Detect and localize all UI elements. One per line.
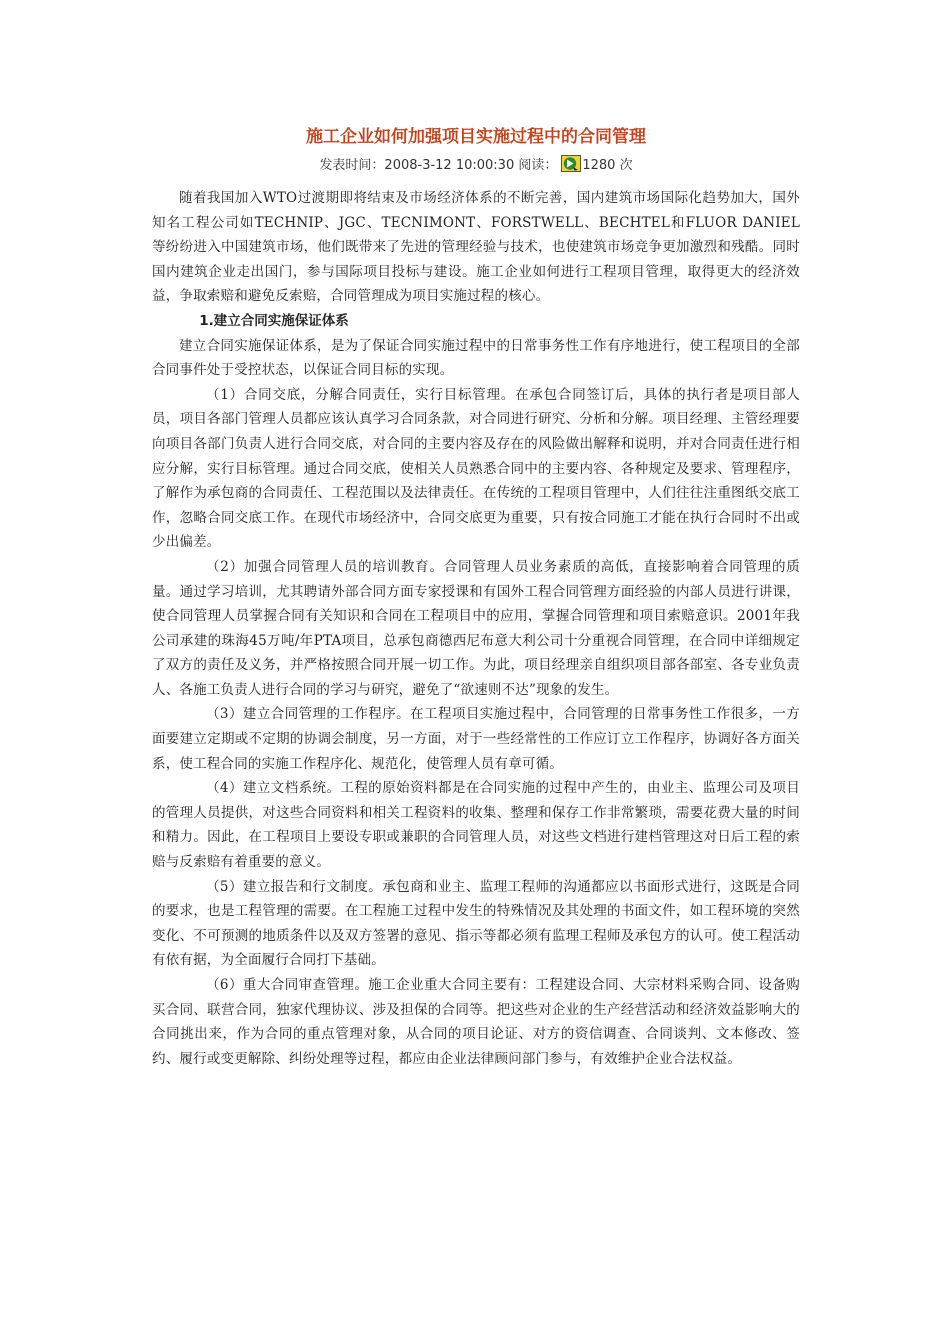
- read-unit: 次: [615, 158, 633, 173]
- published-time: 2008-3-12 10:00:30: [384, 158, 515, 173]
- read-count: 1280: [582, 158, 616, 173]
- item-paragraph-2: （2）加强合同管理人员的培训教育。合同管理人员业务素质的高低，直接影响着合同管理的质量。通过学习培训，尤其聘请外部合同方面专家授课和有国外工程合同管理方面经验的内部人员进行讲课，使合同管理人员掌握合同有关知识和合同在工程项目中的应用，掌握合同管理和项目索赔意识。2001年我公司承建的珠海45万吨/年PTA项目，总承包商德西尼布意大利公司十分重视合同管理，在合同中详细规定了双方的责任及义务，并严格按照合同开展一切工作。为此，项目经理亲自组织项目部各部室、各专业负责人、各施工负责人进行合同的学习与研究，避免了“欲速则不达”现象的发生。: [152, 558, 800, 698]
- item-paragraph-3: （3）建立合同管理的工作程序。在工程项目实施过程中，合同管理的日常事务性工作很多，一方面要建立定期或不定期的协调会制度，另一方面，对于一些经常性的工作应订立工作程序，协调好各方面关系，使工程合同的实施工作程序化、规范化，使管理人员有章可循。: [152, 706, 800, 772]
- item-paragraph-1: （1）合同交底，分解合同责任，实行目标管理。在承包合同签订后，具体的执行者是项目部人员，项目各部门管理人员都应该认真学习合同条款，对合同进行研究、分析和分解。项目经理、主管经理要向项目各部门负责人进行合同交底，对合同的主要内容及存在的风险做出解释和说明，并对合同责任进行相应分解，实行目标管理。通过合同交底，使相关人员熟悉合同中的主要内容、各种规定及要求、管理程序，了解作为承包商的合同责任、工程范围以及法律责任。在传统的工程项目管理中，人们往往注重图纸交底工作，忽略合同交底工作。在现代市场经济中，合同交底更为重要，只有按合同施工才能在执行合同时不出或少出偏差。: [152, 386, 800, 551]
- item-paragraph-5: （5）建立报告和行文制度。承包商和业主、监理工程师的沟通都应以书面形式进行，这既是合同的要求，也是工程管理的需要。在工程施工过程中发生的特殊情况及其处理的书面文件，如工程环境的突然变化、不可预测的地质条件以及双方签署的意见、指示等都必须有监理工程师及承包方的认可。使工程活动有依有据，为全面履行合同打下基础。: [152, 878, 800, 969]
- section-intro-paragraph: 建立合同实施保证体系，是为了保证合同实施过程中的日常事务性工作有序地进行，使工程项目的全部合同事件处于受控状态，以保证合同目标的实现。: [152, 337, 800, 379]
- published-label: 发表时间：: [319, 158, 385, 173]
- item-paragraph-6: （6）重大合同审查管理。施工企业重大合同主要有：工程建设合同、大宗材料采购合同、设备购买合同、联营合同，独家代理协议、涉及担保的合同等。把这些对企业的生产经营活动和经济效益影响大的合同挑出来，作为合同的重点管理对象，从合同的项目论证、对方的资信调查、合同谈判、文本修改、签约、履行或变更解除、纠纷处理等过程，都应由企业法律顾问部门参与，有效维护企业合法权益。: [152, 977, 800, 1067]
- article: [152, 122, 800, 1071]
- section-heading: 1.建立合同实施保证体系: [199, 312, 349, 329]
- read-count-icon: [561, 155, 581, 172]
- article-meta: [152, 152, 800, 180]
- item-paragraph-4: （4）建立文档系统。工程的原始资料都是在合同实施的过程中产生的，由业主、监理公司及项目的管理人员提供，对这些合同资料和相关工程资料的收集、整理和保存工作非常繁琐，需要花费大量的时间和精力。因此，在工程项目上要设专职或兼职的合同管理人员，对这些文档进行建档管理这对日后工程的索赔与反索赔有着重要的意义。: [152, 780, 800, 871]
- article-title: 施工企业如何加强项目实施过程中的合同管理: [306, 127, 646, 147]
- intro-paragraph: 随着我国加入WTO过渡期即将结束及市场经济体系的不断完善，国内建筑市场国际化趋势加大，国外知名工程公司如TECHNIP、JGC、TECNIMONT、FORSTWELL、BECHTEL和FLUOR DANIEL 等纷纷进入中国建筑市场，他们既带来了先进的管理经验与技术，也使建筑市场竞争更加激烈和残酷。同时国内建筑企业走出国门，参与国际项目投标与建设。施工企业如何进行工程项目管理，取得更大的经济效益，争取索赔和避免反索赔，合同管理成为项目实施过程的核心。: [152, 190, 800, 305]
- read-label: 阅读：: [514, 158, 558, 173]
